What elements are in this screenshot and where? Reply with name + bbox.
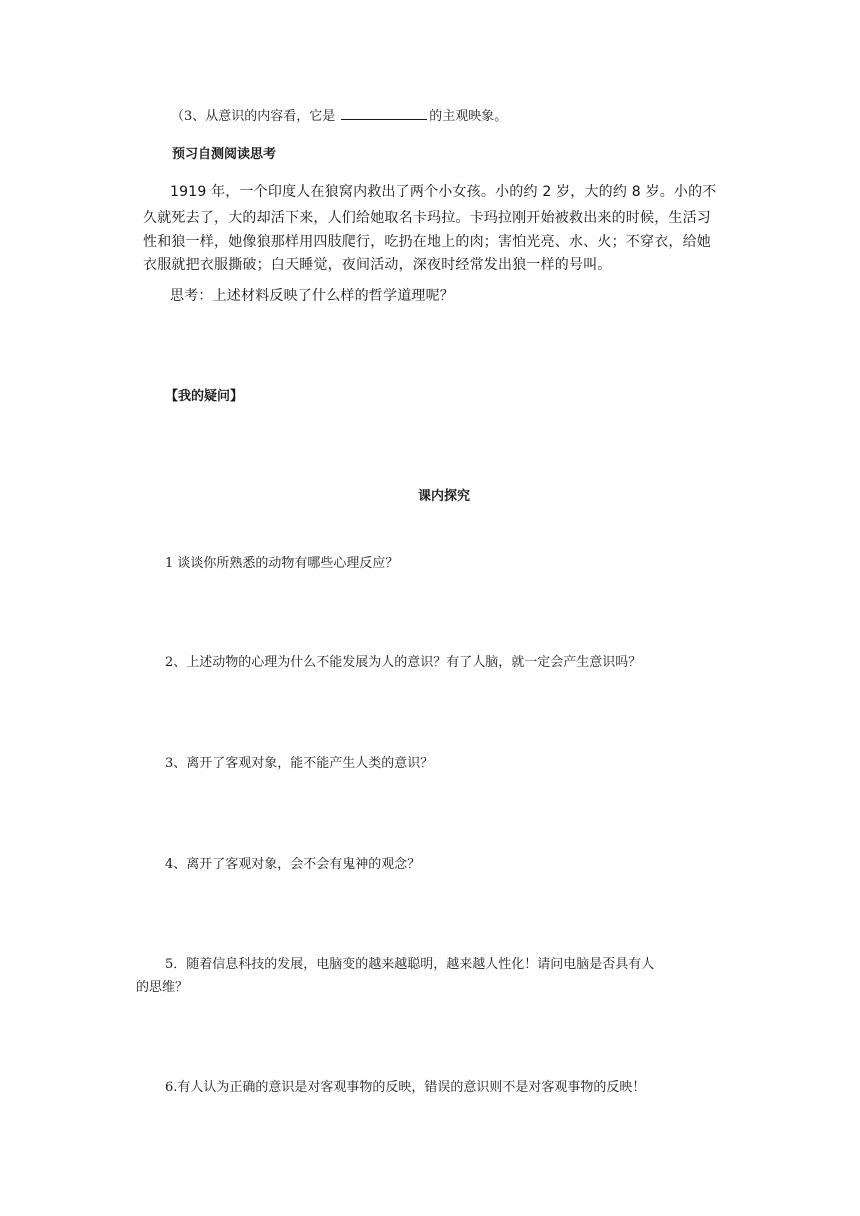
inquiry-question-5-line-2: 的思维？ [136, 980, 189, 995]
think-question: 思考：上述材料反映了什么样的哲学道理呢？ [170, 288, 454, 304]
passage-line-2: 久就死去了，大的却活下来，人们给她取名卡玛拉。卡玛拉刚开始被救出来的时候，生活习 [143, 210, 711, 226]
inquiry-question-2: 2、上述动物的心理为什么不能发展为人的意识？有了人脑，就一定会产生意识吗？ [165, 655, 642, 670]
inquiry-question-1: 1 谈谈你所熟悉的动物有哪些心理反应？ [165, 556, 399, 571]
inquiry-title: 课内探究 [418, 489, 471, 504]
question-3-suffix: 的主观映象。 [429, 109, 508, 124]
inquiry-question-4: 4、离开了客观对象，会不会有鬼神的观念？ [165, 857, 421, 872]
inquiry-question-6: 6.有人认为正确的意识是对客观事物的反映，错误的意识则不是对客观事物的反映！ [165, 1080, 646, 1095]
passage-line-4: 衣服就把衣服撕破；白天睡觉，夜间活动，深夜时经常发出狼一样的号叫。 [143, 257, 612, 273]
section-title-preview: 预习自测阅读思考 [172, 147, 277, 162]
inquiry-question-5-line-1: 5．随着信息科技的发展，电脑变的越来越聪明，越来越人性化！请问电脑是否具有人 [165, 957, 655, 972]
fill-in-question-3 [171, 107, 507, 126]
my-questions-heading: 【我的疑问】 [165, 389, 244, 404]
inquiry-question-3: 3、离开了客观对象，能不能产生人类的意识？ [165, 756, 434, 771]
passage-line-3: 性和狼一样，她像狼那样用四肢爬行，吃扔在地上的肉；害怕光亮、水、火；不穿衣，给她 [143, 234, 711, 250]
answer-blank[interactable] [341, 107, 427, 120]
passage-line-1: 1919 年，一个印度人在狼窝内救出了两个小女孩。小的约 2 岁，大的约 8 岁。小的不 [170, 184, 717, 200]
question-3-text: （3、从意识的内容看，它是 [171, 109, 336, 124]
